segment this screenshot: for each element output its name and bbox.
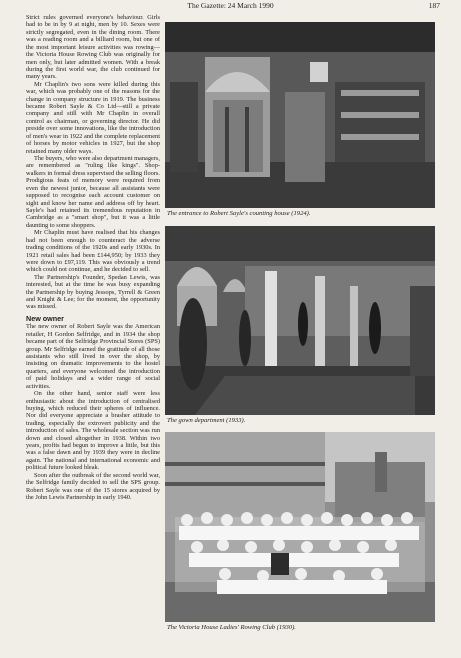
photo-caption: The entrance to Robert Sayle's counting house (1924). bbox=[167, 210, 311, 217]
paragraph: The new owner of Robert Sayle was the American retailer, H Gordon Selfridge, and in 1934 the shop became part of the Selfridge Provincial Stores (SPS) group. Mr Selfridge earned the gratitude of all those assistants who still lived in over the shop, by insisting on dramatic improvements to the hostel quarters, and everyone welcomed the introduction of paid holidays and a wider range of social activities. bbox=[26, 323, 160, 390]
page-header bbox=[0, 0, 461, 14]
paragraph: Mr Chaplin must have realised that his changes had not been enough to counteract the adverse trading conditions of the 1920s and early 1930s. In 1921 retail sales had been £144,950; by 1933 they were down to £97,119. This was obviously a trend which could not continue, and he decided to sell. bbox=[26, 229, 160, 274]
photo-rowing-club bbox=[165, 432, 435, 622]
paragraph: The buyers, who were also department managers, are remembered as "ruling like kings". Shop-walkers in formal dress supervised the selling floors. Prodigious feats of memory were required from even the newest junior, because all assistants were supposed to recognise each account customer on sight and know her name and address off by heart. Sayle's had retained its tremendous reputation in Cambridge as a "smart shop", but it was a little daunting to some shoppers. bbox=[26, 155, 160, 229]
photo-caption: The gown department (1933). bbox=[167, 417, 246, 424]
photo-counting-house bbox=[165, 22, 435, 208]
article-column bbox=[26, 14, 160, 654]
photo-caption: The Victoria House Ladies' Rowing Club (1930). bbox=[167, 624, 296, 631]
paragraph: On the other hand, senior staff were less enthusiastic about the introduction of centralised buying, which reduced their spheres of influence. Nor did everyone appreciate a brasher attitude to trading, especially the extrovert publicity and the introduction of sales. The wholesale section was run down and closed altogether in 1938. Within two years, profits had begun to improve a little, but this was a false dawn and by 1939 they were in decline again. The national and international economic and political future looked bleak. bbox=[26, 390, 160, 472]
paragraph: The Partnership's Founder, Spedan Lewis, was interested, but at the time he was busy expanding the Partnership by buying Jessops, Tyrrell & Green and Knight & Lee; for the moment, the opportunity was missed. bbox=[26, 273, 160, 311]
photo-gown-department bbox=[165, 226, 435, 415]
page-number: 187 bbox=[428, 1, 440, 10]
section-heading: New owner bbox=[26, 313, 64, 323]
publication-title: The Gazette: 24 March 1990 bbox=[187, 1, 274, 10]
paragraph: Strict rules governed everyone's behaviour. Girls had to be in by 9 at night, men by 10. Sexes were strictly segregated, even in the dining room. There was a reading room and a billiard room, but one of the most important leisure activities was rowing—the Victoria House Rowing Club was originally for men only, but later admitted women. With a break during the first world war, the club continued for many years. bbox=[26, 14, 160, 81]
paragraph: Soon after the outbreak of the second world war, the Selfridge family decided to sell the SPS group. Robert Sayle was one of the 15 stores acquired by the John Lewis Partnership in early 1940. bbox=[26, 471, 160, 501]
paragraph: Mr Chaplin's two sons were killed during this war, which was probably one of the reasons for the change in company structure in 1919. The business became Robert Sayle & Co Ltd—still a private company and still with Mr Chaplin in overall control as chairman, or governing director. He did preside over some innovations, like the introduction of men's wear in 1922 and the complete replacement of horses by motor vehicles in 1927, but the shop retained many older ways. bbox=[26, 80, 160, 155]
